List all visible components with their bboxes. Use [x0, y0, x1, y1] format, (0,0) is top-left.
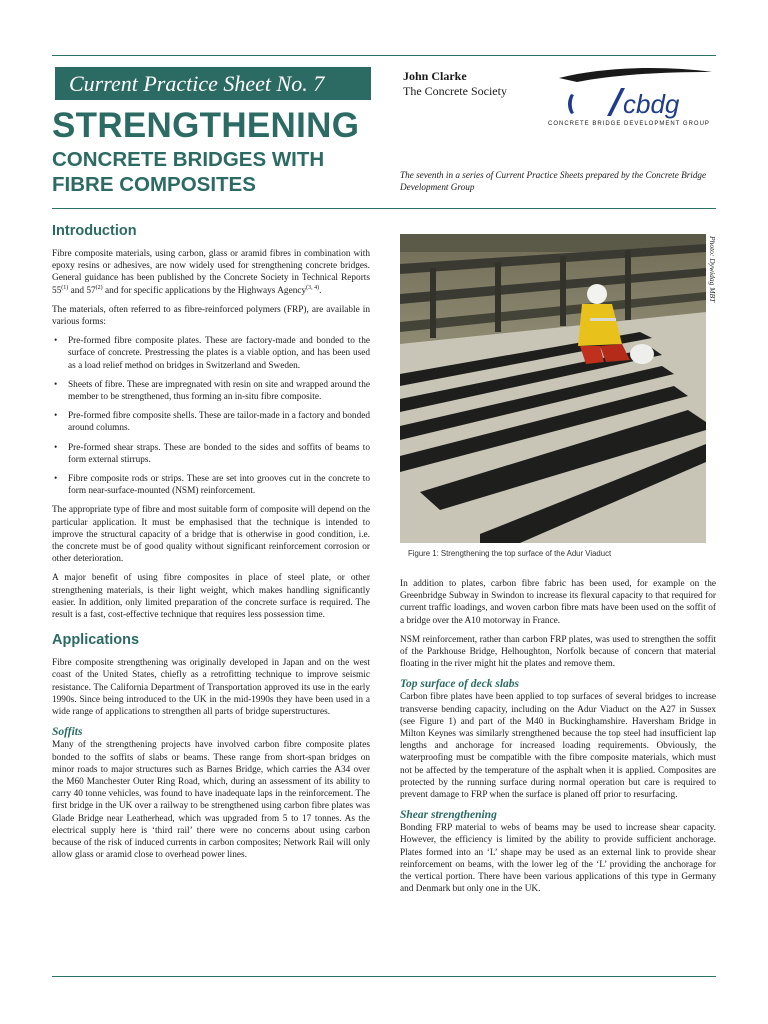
soffits-heading: Soffits — [52, 726, 83, 739]
author-organisation: The Concrete Society — [403, 84, 507, 98]
header-rule — [52, 208, 716, 209]
intro-paragraph-4: A major benefit of using fibre composites in place of steel plate, or other strengthening materials, is their light weight, which makes handling significantly easier. In addition, only limited preparation of the concrete surface is required. The result is a fast, cost-effective technique that requires less possession time. — [52, 573, 370, 621]
series-note: The seventh in a series of Current Practice Sheets prepared by the Concrete Bridge Development Group — [400, 170, 707, 192]
list-item: • Fibre composite rods or strips. These are set into grooves cut in the concrete to form near-surface-mounted (NSM) reinforcement. — [52, 473, 370, 497]
photo-credit-text: Photo: Dywidag MBT — [708, 236, 717, 303]
figure-1-photo — [400, 234, 706, 543]
soffits-paragraph: Many of the strengthening projects have involved carbon fibre composite plates bonded to the soffits of slabs or beams. These range from short-span bridges on minor roads to major structures such as Barnes Bridge, which carries the A34 over the M60 Manchester Outer Ring Road, which, during an assessment of its ability to carry 40 tonne vehicles, was found to have inadequate laps in the reinforcement. The first bridge in the UK over a railway to be strengthened using carbon fibre plates was Glade Bridge near Leatherhead, which was upgraded from 5 to 17 tonnes. As the electrical supply here is ‘third rail’ there were no concerns about using carbon because of the risk of induced currents in carbon composites; Network Rail will only allow glass or aramid close to overhead power lines. — [52, 740, 370, 861]
page-subtitle — [52, 147, 324, 197]
logo-swoosh-icon — [559, 68, 712, 82]
list-item: • Pre-formed shear straps. These are bonded to the sides and soffits of beams to form external stirrups. — [52, 442, 370, 466]
subtitle-line-2: FIBRE COMPOSITES — [52, 173, 256, 196]
reference-3-4: (3, 4) — [306, 284, 320, 291]
applications-paragraph: Fibre composite strengthening was originally developed in Japan and on the west coast of the United States, chiefly as a retrofitting technique to improve seismic resistance. The California Department of Transportation approved its use in the early 1990s. Since being introduced to the UK in the mid-1990s they have been used in a wide range of applications to strengthen all parts of bridge superstructures. — [52, 658, 370, 718]
intro-paragraph-3: The appropriate type of fibre and most suitable form of composite will depend on the particular application. It must be emphasised that the technique is intended to improve the structural capacity of a bridge that is otherwise in good condition, i.e. the concrete must be of good quality without significant reinforcement corrosion or other deterioration. — [52, 505, 370, 565]
intro-p1-mid: and 57 — [68, 285, 96, 296]
right-paragraph-1: In addition to plates, carbon fibre fabric has been used, for example on the Greenbridge Subway in Swindon to increase its flexural capacity to that required for current traffic loadings, and woven carbon fibre mats have been used on the soffit of a bridge over the A10 motorway in France. — [400, 579, 716, 626]
author-name: John Clarke — [403, 69, 467, 83]
frp-forms-list — [52, 335, 370, 497]
bottom-rule — [52, 976, 716, 977]
right-column — [400, 578, 716, 902]
list-item: • Pre-formed fibre composite plates. These are factory-made and bonded to the surface of concrete. Prestressing the plates is a viable option, and has been used as a load relief method on bridges in Switzerland and Sweden. — [52, 335, 370, 372]
intro-paragraph-2: The materials, often referred to as fibre-reinforced polymers (FRP), are available in various forms: — [52, 304, 370, 328]
list-item: • Pre-formed fibre composite shells. These are tailor-made in a factory and bonded around columns. — [52, 410, 370, 434]
shear-strengthening-paragraph: Bonding FRP material to webs of beams may be used to increase shear capacity. However, the efficiency is limited by the ability to provide sufficient anchorage. Plates formed into an ‘L’ shape may be used as an external link to provide shear reinforcement on beams, with the lower leg of the ‘L’ providing the anchorage for the vertical portion. There have been various applications of this type in Germany and Denmark but only one in the UK. — [400, 823, 716, 895]
list-item: • Sheets of fibre. These are impregnated with resin on site and wrapped around the member to be strengthened, thus forming an in-situ fibre composite. — [52, 379, 370, 403]
intro-p1-tail: . — [319, 285, 322, 296]
reference-2: (2) — [95, 284, 103, 291]
page-title: STRENGTHENING — [52, 106, 360, 145]
author-block — [403, 69, 507, 99]
left-column — [52, 222, 370, 868]
introduction-heading: Introduction — [52, 223, 137, 239]
series-banner: Current Practice Sheet No. 7 — [55, 67, 371, 100]
intro-paragraph-1 — [52, 248, 370, 297]
subtitle-line-1: CONCRETE BRIDGES WITH — [52, 148, 325, 171]
photo-credit — [706, 236, 718, 316]
right-paragraph-2: NSM reinforcement, rather than carbon FRP plates, was used to strengthen the soffit of the Parkhouse Bridge, Helhoughton, Norfolk because of concern that material floating in the river might hit the plates and remove them. — [400, 634, 716, 670]
logo-text: cbdg — [623, 89, 680, 119]
top-surface-heading: Top surface of deck slabs — [400, 678, 520, 691]
reference-1: (1) — [61, 284, 69, 291]
shear-strengthening-heading: Shear strengthening — [400, 809, 497, 822]
top-surface-paragraph: Carbon fibre plates have been applied to top surfaces of several bridges to increase transverse bending capacity, including on the Adur Viaduct on the A27 in Sussex (see Figure 1) and part of the M40 in Buckinghamshire. Haversham Bridge in Milton Keynes was similarly strengthened because the top steel had insufficient lap lengths and anchorage for increased loading requirements. Obviously, the waterproofing must be compatible with the fibre composite materials, which must not be affected by the temperature of the asphalt when it is applied. Composites are protected by the running surface during normal operation but care is required to prevent damage to FRP when the surface is planed off prior to resurfacing. — [400, 692, 716, 801]
logo-tagline: CONCRETE BRIDGE DEVELOPMENT GROUP — [548, 121, 710, 127]
applications-heading: Applications — [52, 632, 140, 649]
viaduct-photo-illustration — [400, 234, 706, 543]
logo-arc-left-icon — [568, 94, 574, 114]
figure-caption: Figure 1: Strengthening the top surface of the Adur Viaduct — [408, 549, 612, 558]
intro-p1-text: Fibre composite materials, using carbon, glass or aramid fibres in combination with epoxy resins or adhesives, are now widely used for strengthening concrete bridges. General guidance has been published by the Concrete Society in Technical Reports 55 — [52, 249, 370, 296]
top-rule — [52, 55, 716, 56]
intro-p1-end: and for specific applications by the Highways Agency — [102, 285, 307, 296]
